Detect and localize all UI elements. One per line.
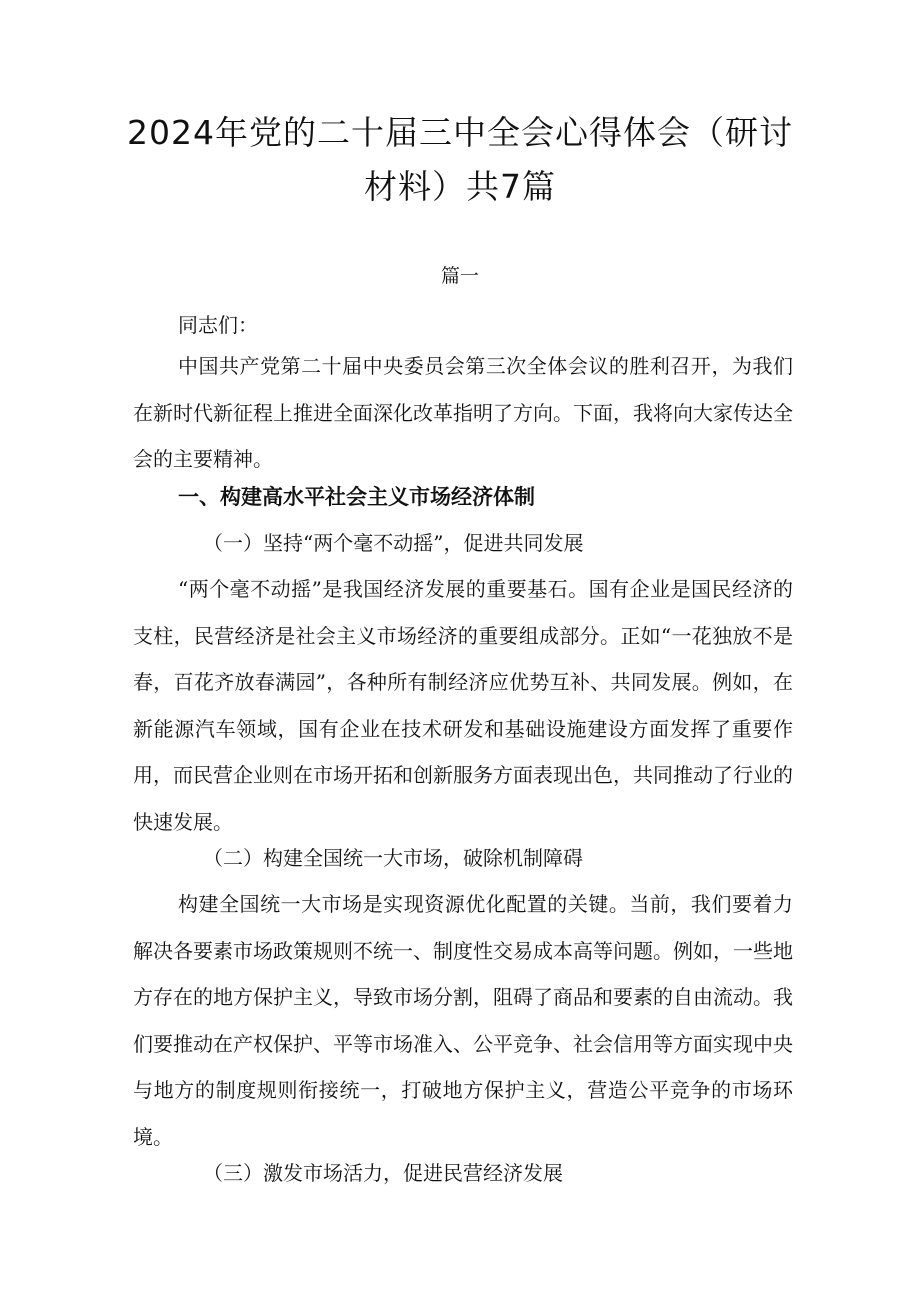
title-line-2: 材料）共7篇 xyxy=(364,167,556,206)
greeting: 同志们： xyxy=(178,313,258,337)
paragraph-2: 构建全国统一大市场是实现资源优化配置的关键。当前，我们要着力解决各要素市场政策规则不统一、制度性交易成本高等问题。例如，一些地方存在的地方保护主义，导致市场分割，阻碍了商品和要素的自由流动。我们要推动在产权保护、平等市场准入、公平竞争、社会信用等方面实现中央与地方的制度规则衔接统一，打破地方保护主义，营造公平竞争的市场环境。 xyxy=(133,892,793,1149)
paragraph-1: “两个毫不动摇”是我国经济发展的重要基石。国有企业是国民经济的支柱，民营经济是社会主义市场经济的重要组成部分。正如“一花独放不是春，百花齐放春满园”，各种所有制经济应优势互补、共同发展。例如，在新能源汽车领域，国有企业在技术研发和基础设施建设方面发挥了重要作用，而民营企业则在市场开拓和创新服务方面表现出色，共同推动了行业的快速发展。 xyxy=(133,577,793,834)
subheading-1: （一）坚持“两个毫不动摇”，促进共同发展 xyxy=(203,531,584,555)
heading-1: 一、构建高水平社会主义市场经济体制 xyxy=(178,485,535,509)
subheading-2: （二）构建全国统一大市场，破除机制障碍 xyxy=(203,846,583,870)
document-title xyxy=(120,106,800,214)
title-line-1: 2024年党的二十届三中全会心得体会（研讨 xyxy=(127,113,793,152)
section-label: 篇一 xyxy=(440,265,479,287)
intro-paragraph: 中国共产党第二十届中央委员会第三次全体会议的胜利召开，为我们在新时代新征程上推进全面深化改革指明了方向。下面，我将向大家传达全会的主要精神。 xyxy=(133,354,793,472)
subheading-3: （三）激发市场活力，促进民营经济发展 xyxy=(203,1161,563,1185)
